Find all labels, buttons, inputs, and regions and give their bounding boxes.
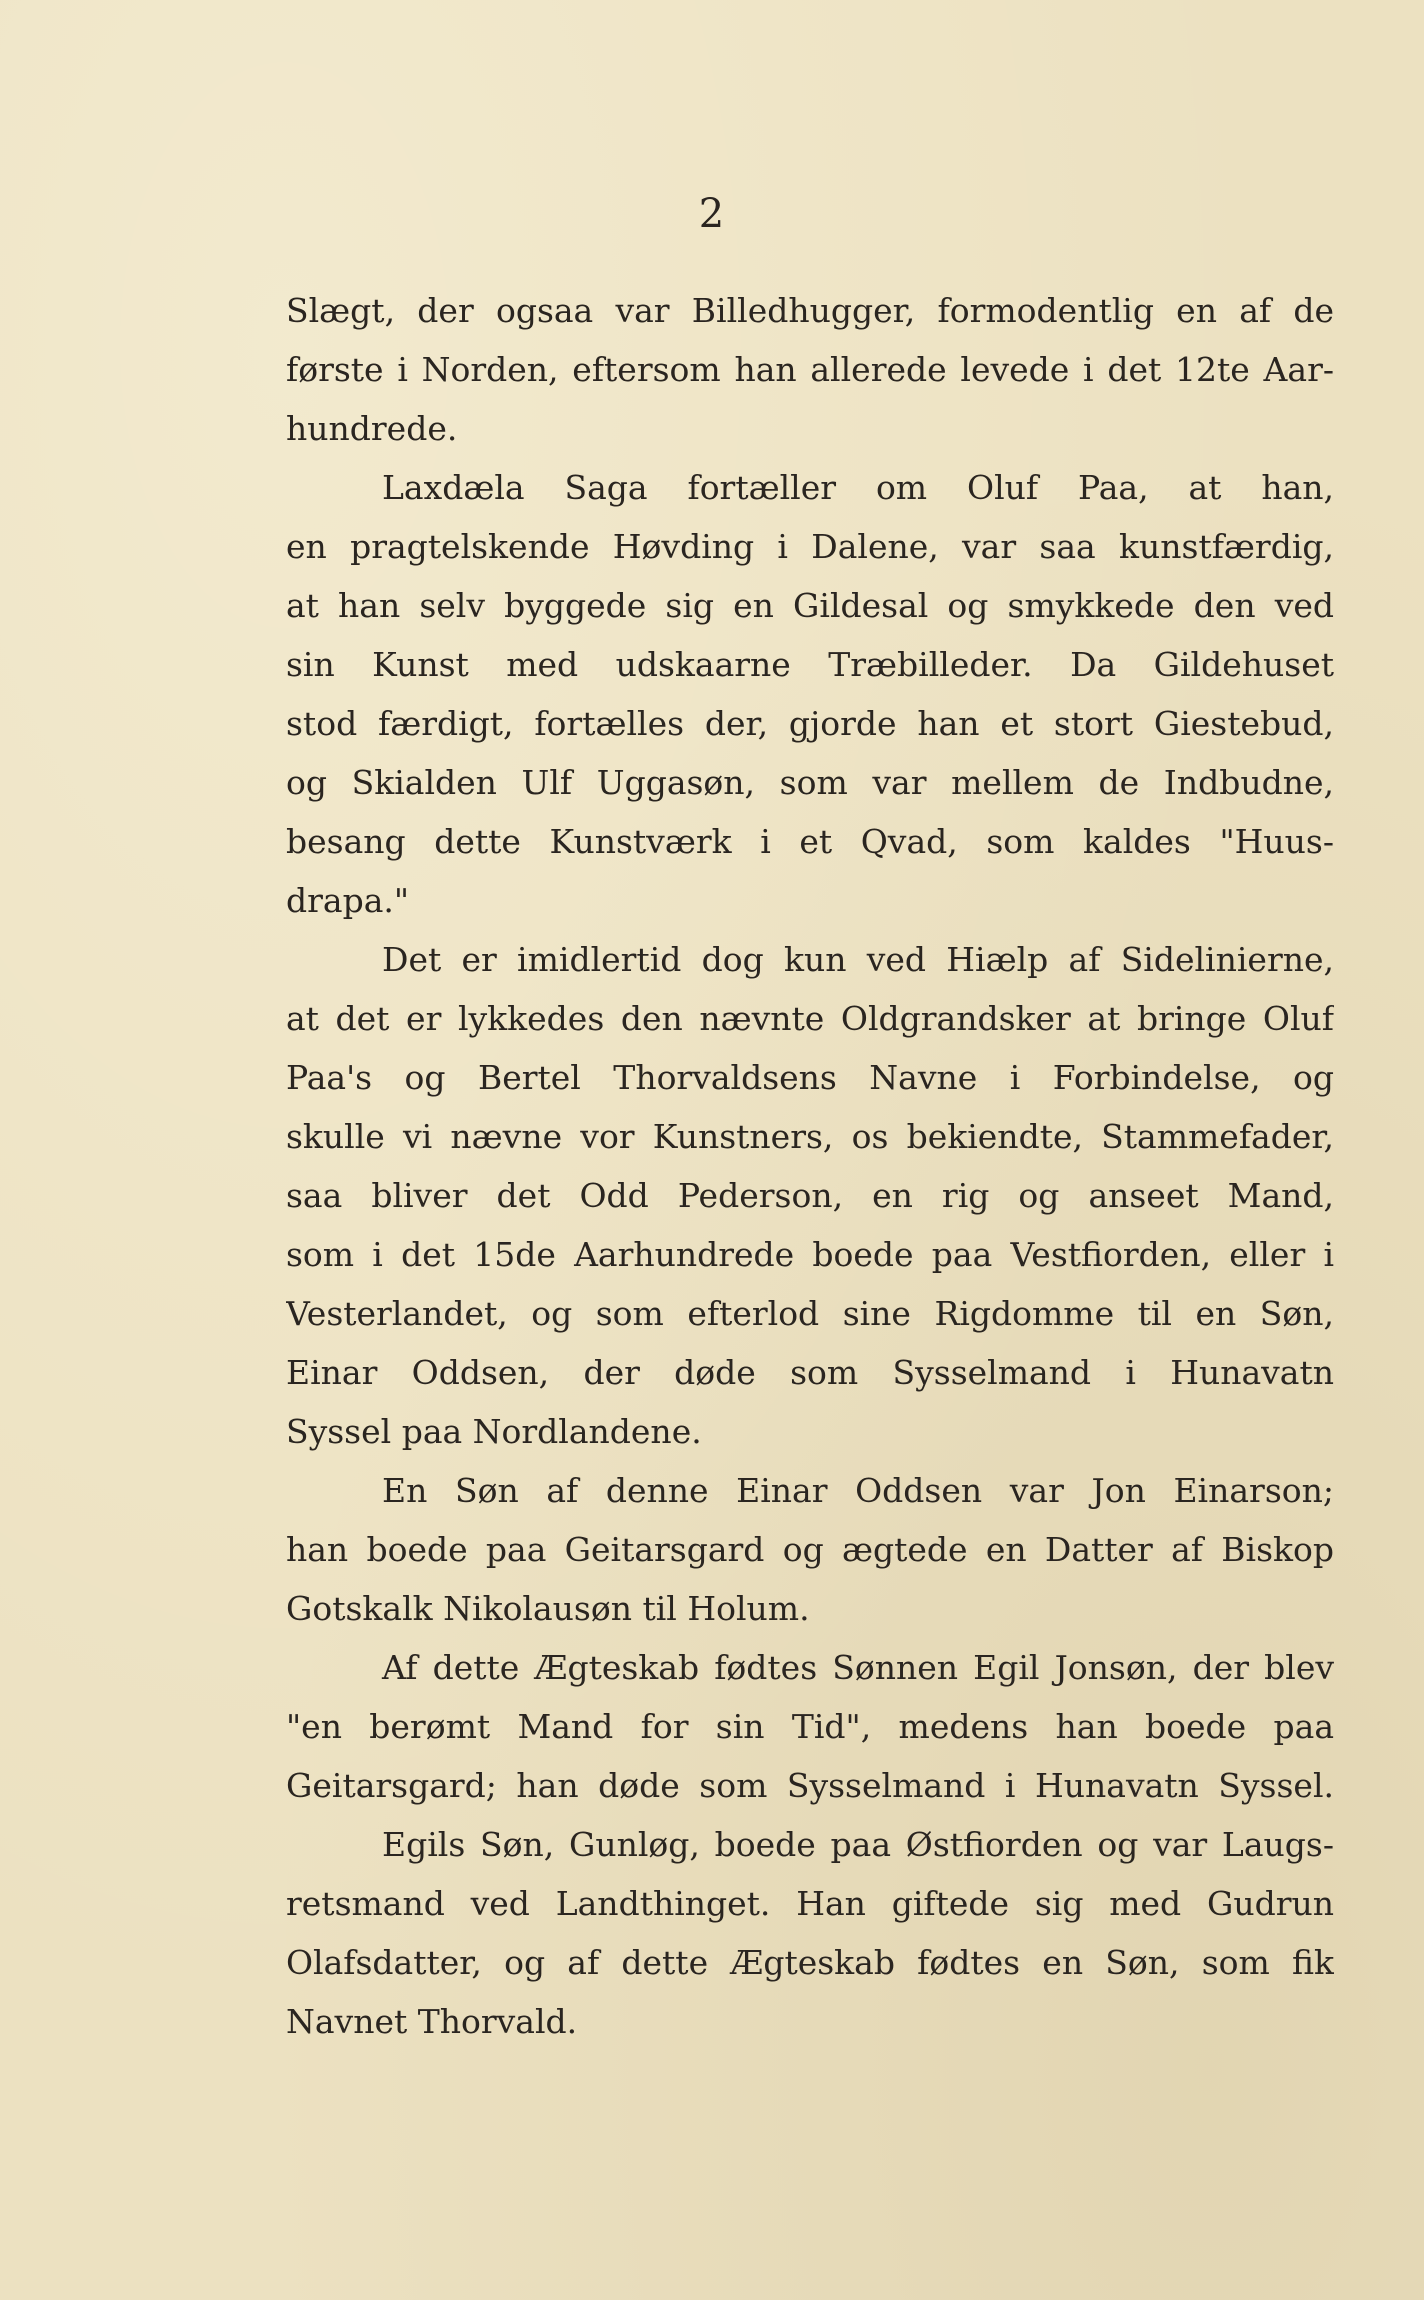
text-line: Egils Søn, Gunløg, boede paa Østfiorden og var Laugs- [382, 1825, 1334, 1864]
text-line: og Skialden Ulf Uggasøn, som var mellem de Indbudne, [286, 763, 1334, 802]
text-line: som i det 15de Aarhundrede boede paa Vestfiorden, eller i [286, 1235, 1334, 1274]
text-line: En Søn af denne Einar Oddsen var Jon Einarson; [382, 1471, 1334, 1510]
text-line: at det er lykkedes den nævnte Oldgrandsker at bringe Oluf [286, 999, 1334, 1038]
text-line: retsmand ved Landthinget. Han giftede sig med Gudrun [286, 1884, 1334, 1923]
paragraph-4 [286, 1461, 1334, 1638]
text-line: Geitarsgard; han døde som Sysselmand i Hunavatn Syssel. [286, 1766, 1334, 1805]
text-line: Syssel paa Nordlandene. [286, 1412, 702, 1451]
text-line: Einar Oddsen, der døde som Sysselmand i Hunavatn [286, 1353, 1334, 1392]
paragraph-1 [286, 281, 1334, 458]
paragraph-2 [286, 458, 1334, 930]
text-line: saa bliver det Odd Pederson, en rig og anseet Mand, [286, 1176, 1334, 1215]
text-line: at han selv byggede sig en Gildesal og smykkede den ved [286, 586, 1334, 625]
text-line: Slægt, der ogsaa var Billedhugger, formodentlig en af de [286, 291, 1334, 330]
text-line: Gotskalk Nikolausøn til Holum. [286, 1589, 810, 1628]
text-line: Vesterlandet, og som efterlod sine Rigdomme til en Søn, [286, 1294, 1334, 1333]
paragraph-3 [286, 930, 1334, 1461]
text-line: skulle vi nævne vor Kunstners, os bekiendte, Stammefader, [286, 1117, 1334, 1156]
text-line: Det er imidlertid dog kun ved Hiælp af Sidelinierne, [382, 940, 1334, 979]
text-line: en pragtelskende Høvding i Dalene, var saa kunstfærdig, [286, 527, 1334, 566]
text-line: Olafsdatter, og af dette Ægteskab fødtes en Søn, som fik [286, 1943, 1334, 1982]
text-line: hundrede. [286, 409, 458, 448]
text-line: Af dette Ægteskab fødtes Sønnen Egil Jonsøn, der blev [382, 1648, 1334, 1687]
text-line: stod færdigt, fortælles der, gjorde han et stort Giestebud, [286, 704, 1334, 743]
text-line: drapa." [286, 881, 410, 920]
paragraph-5 [286, 1638, 1334, 1815]
body-text [286, 281, 1334, 2051]
text-line: Navnet Thorvald. [286, 2002, 578, 2041]
text-line: besang dette Kunstværk i et Qvad, som kaldes "Huus- [286, 822, 1334, 861]
text-line: han boede paa Geitarsgard og ægtede en Datter af Biskop [286, 1530, 1334, 1569]
text-line: sin Kunst med udskaarne Træbilleder. Da Gildehuset [286, 645, 1334, 684]
text-line: Laxdæla Saga fortæller om Oluf Paa, at han, [382, 468, 1334, 507]
text-line: første i Norden, eftersom han allerede levede i det 12te Aar- [286, 350, 1334, 389]
text-line: Paa's og Bertel Thorvaldsens Navne i Forbindelse, og [286, 1058, 1334, 1097]
text-line: "en berømt Mand for sin Tid", medens han boede paa [286, 1707, 1334, 1746]
paragraph-6 [286, 1815, 1334, 2051]
page-number: 2 [698, 191, 726, 237]
